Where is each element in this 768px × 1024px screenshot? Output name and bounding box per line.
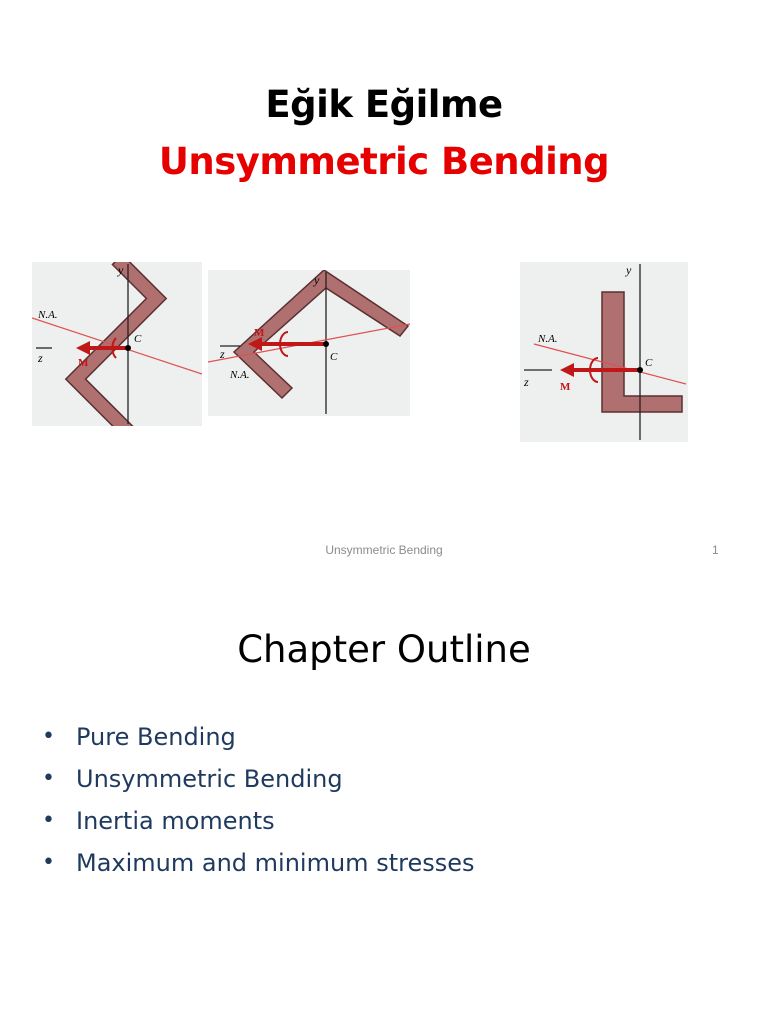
svg-text:M: M: [560, 381, 571, 393]
svg-text:N.A.: N.A.: [230, 369, 250, 381]
slide-footer: Unsymmetric Bending: [325, 543, 443, 557]
svg-text:y: y: [626, 263, 632, 277]
outline-item: • Inertia moments: [42, 800, 474, 842]
bullet-icon: •: [42, 724, 55, 749]
svg-text:M: M: [254, 327, 265, 339]
figure-l-section: [520, 262, 688, 442]
bullet-icon: •: [42, 808, 55, 833]
moment-label: M: [78, 357, 89, 369]
svg-text:z: z: [220, 347, 225, 361]
outline-item: • Maximum and minimum stresses: [42, 842, 474, 884]
bullet-icon: •: [42, 850, 55, 875]
slide-number: 1: [712, 543, 719, 557]
outline-bullet-list: [42, 716, 474, 884]
svg-text:C: C: [330, 351, 338, 363]
figure-rotated-angle: [208, 270, 410, 416]
chapter-outline-title: Chapter Outline: [237, 628, 531, 671]
y-axis-label: y: [118, 263, 124, 277]
svg-text:z: z: [524, 375, 529, 389]
svg-text:C: C: [645, 357, 653, 369]
slide-title-turkish: Eğik Eğilme: [265, 83, 503, 126]
neutral-axis-label: N.A.: [38, 309, 58, 321]
bullet-icon: •: [42, 766, 55, 791]
svg-text:N.A.: N.A.: [538, 333, 558, 345]
centroid-label: C: [134, 333, 142, 345]
svg-text:y: y: [314, 273, 320, 287]
z-axis-label: z: [38, 351, 43, 365]
outline-item: • Unsymmetric Bending: [42, 758, 474, 800]
figure-z-section: [32, 262, 202, 426]
slide-title-english: Unsymmetric Bending: [158, 140, 610, 183]
slide-2: [0, 576, 768, 1024]
outline-item: • Pure Bending: [42, 716, 474, 758]
